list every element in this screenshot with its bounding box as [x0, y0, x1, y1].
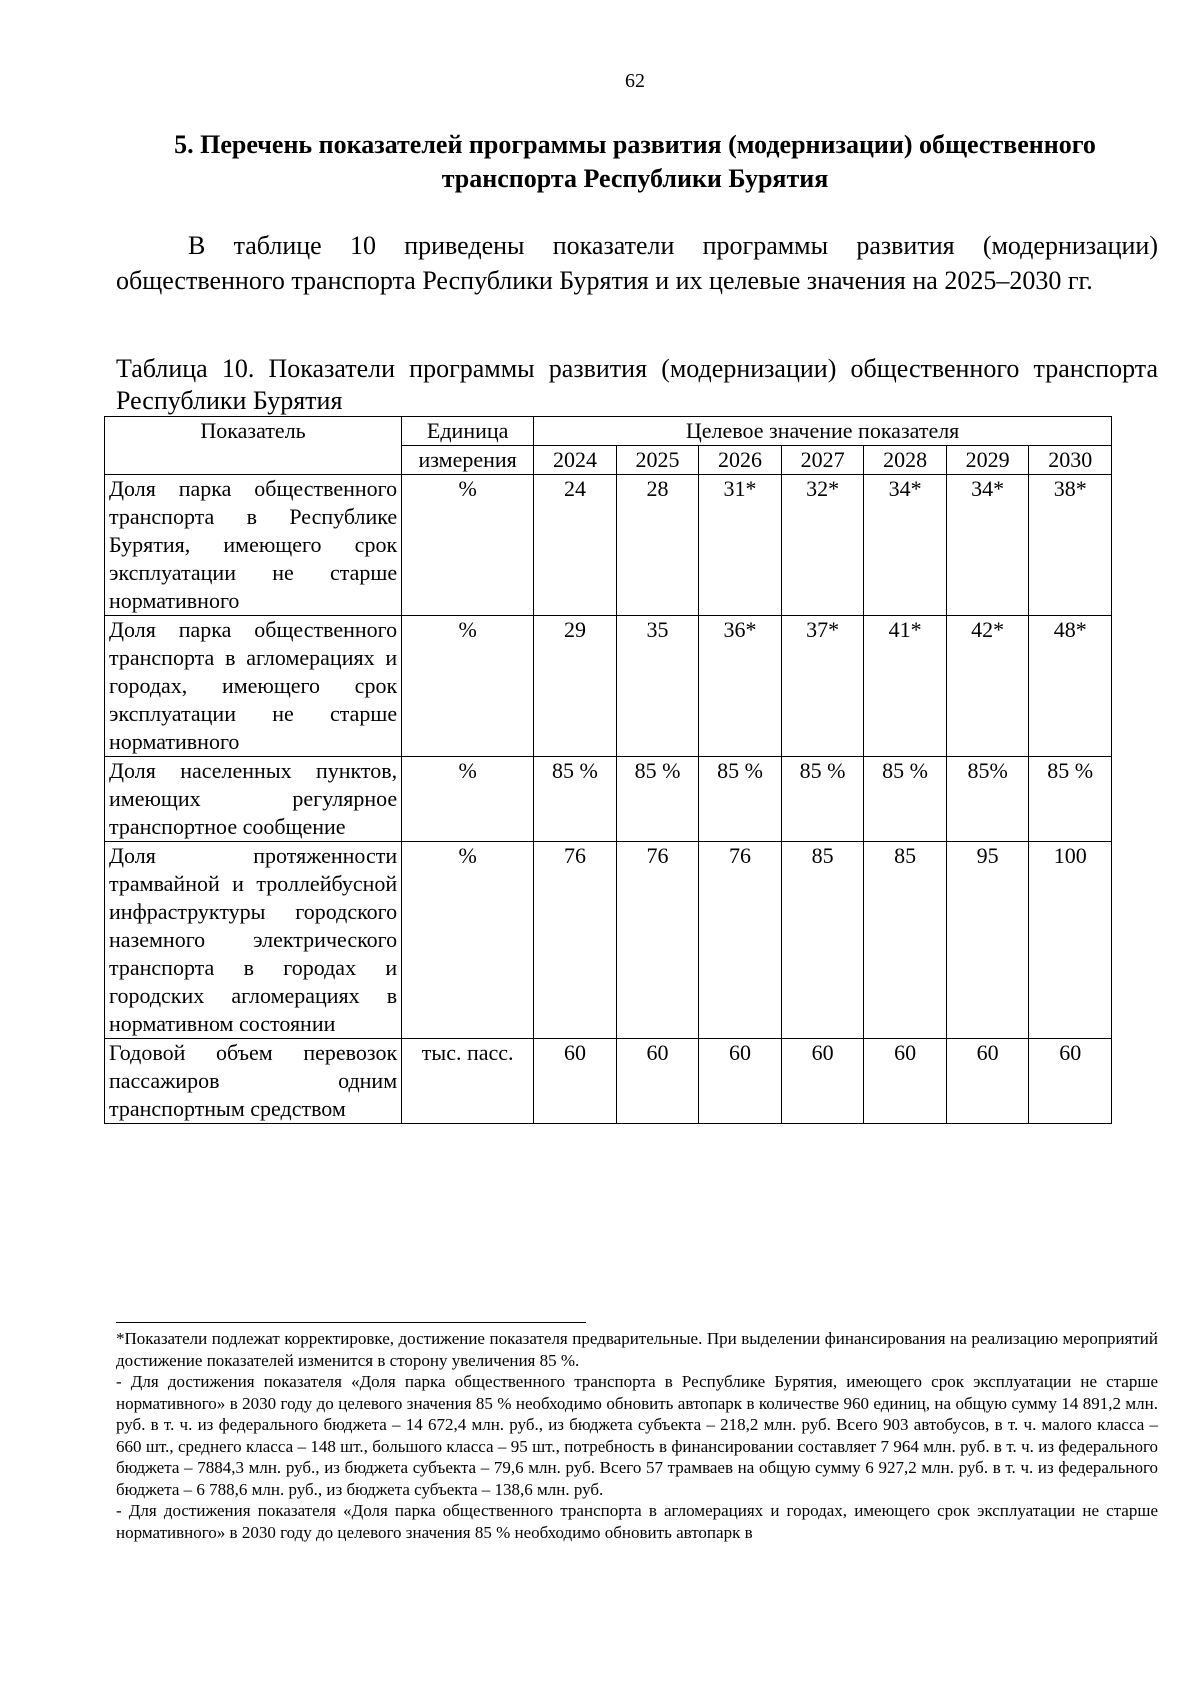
row-value-2025: 76 [616, 842, 699, 1039]
footnote-item: - Для достижения показателя «Доля парка общественного транспорта в Республике Бурятия, имеющего срок эксплуатации не старше нормативного» в 2030 году до целевого значения 85 % необходимо обновить автопарк в количестве 960 единиц, на общую сумму 14 891,2 млн. руб. в т. ч. из федерального бюджета – 14 672,4 млн. руб., из бюджета субъекта – 218,2 млн. руб. Всего 903 автобусов, в т. ч. малого класса – 660 шт., среднего класса – 148 шт., большого класса – 95 шт., потребность в финансировании составляет 7 964 млн. руб. в т. ч. из федерального бюджета – 7884,3 млн. руб., из бюджета субъекта – 79,6 млн. руб. Всего 57 трамваев на общую сумму 6 927,2 млн. руб. в т. ч. из федерального бюджета – 6 788,6 млн. руб., из бюджета субъекта – 138,6 млн. руб. [116, 1372, 1158, 1499]
row-indicator-name: Доля парка общественного транспорта в Республике Бурятия, имеющего срок эксплуатации не старше нормативного [105, 475, 402, 616]
row-value-2027: 85 [781, 842, 864, 1039]
row-value-2027: 60 [781, 1039, 864, 1124]
header-indicator: Показатель [105, 417, 402, 475]
row-value-2027: 32* [781, 475, 864, 616]
row-value-2029: 85% [946, 757, 1029, 842]
row-value-2025: 35 [616, 616, 699, 757]
row-value-2028: 85 [864, 842, 947, 1039]
header-year-2024: 2024 [534, 446, 617, 475]
row-value-2030: 100 [1029, 842, 1112, 1039]
page-number: 62 [625, 70, 645, 92]
row-value-2028: 60 [864, 1039, 947, 1124]
footnote-asterisk: *Показатели подлежат корректировке, достижение показателя предварительные. При выделении финансирования на реализацию мероприятий достижение показателей изменится в сторону увеличения 85 %. [116, 1329, 1158, 1370]
row-value-2026: 85 % [699, 757, 782, 842]
row-value-2025: 60 [616, 1039, 699, 1124]
footnotes [116, 1328, 1158, 1543]
row-unit: тыс. пасс. [402, 1039, 534, 1124]
row-value-2030: 48* [1029, 616, 1112, 757]
footnote-separator [116, 1322, 586, 1323]
row-value-2029: 34* [946, 475, 1029, 616]
row-value-2028: 85 % [864, 757, 947, 842]
row-value-2026: 36* [699, 616, 782, 757]
table-row [105, 842, 1112, 1039]
row-value-2024: 60 [534, 1039, 617, 1124]
row-value-2026: 76 [699, 842, 782, 1039]
row-indicator-name: Доля протяженности трамвайной и троллейбусной инфраструктуры городского наземного электрического транспорта в городах и городских агломерациях в нормативном состоянии [105, 842, 402, 1039]
row-value-2029: 60 [946, 1039, 1029, 1124]
row-unit: % [402, 842, 534, 1039]
row-unit: % [402, 616, 534, 757]
row-value-2027: 85 % [781, 757, 864, 842]
row-value-2024: 29 [534, 616, 617, 757]
indicators-table [104, 416, 1112, 1124]
row-value-2024: 85 % [534, 757, 617, 842]
table-row [105, 616, 1112, 757]
table-header-row [105, 417, 1112, 446]
row-value-2026: 31* [699, 475, 782, 616]
row-value-2024: 24 [534, 475, 617, 616]
header-year-2026: 2026 [699, 446, 782, 475]
row-value-2028: 41* [864, 616, 947, 757]
table-row [105, 757, 1112, 842]
table-row [105, 1039, 1112, 1124]
row-value-2029: 95 [946, 842, 1029, 1039]
row-unit: % [402, 475, 534, 616]
row-indicator-name: Доля населенных пунктов, имеющих регулярное транспортное сообщение [105, 757, 402, 842]
row-indicator-name: Доля парка общественного транспорта в агломерациях и городах, имеющего срок эксплуатации не старше нормативного [105, 616, 402, 757]
row-value-2030: 38* [1029, 475, 1112, 616]
footnote-item: - Для достижения показателя «Доля парка общественного транспорта в агломерациях и городах, имеющего срок эксплуатации не старше нормативного» в 2030 году до целевого значения 85 % необходимо обновить автопарк в [116, 1501, 1158, 1542]
row-value-2027: 37* [781, 616, 864, 757]
header-target-value: Целевое значение показателя [534, 417, 1112, 446]
header-unit-line1: Единица [402, 417, 534, 446]
row-unit: % [402, 757, 534, 842]
row-value-2024: 76 [534, 842, 617, 1039]
row-value-2025: 85 % [616, 757, 699, 842]
row-indicator-name: Годовой объем перевозок пассажиров одним транспортным средством [105, 1039, 402, 1124]
header-year-2029: 2029 [946, 446, 1029, 475]
row-value-2028: 34* [864, 475, 947, 616]
table-caption: Таблица 10. Показатели программы развития (модернизации) общественного транспорта Республики Бурятия [116, 354, 1158, 415]
table-row [105, 475, 1112, 616]
row-value-2026: 60 [699, 1039, 782, 1124]
row-value-2030: 60 [1029, 1039, 1112, 1124]
header-year-2027: 2027 [781, 446, 864, 475]
section-title: 5. Перечень показателей программы развития (модернизации) общественного транспорта Республики Бурятия [174, 130, 1096, 193]
row-value-2030: 85 % [1029, 757, 1112, 842]
header-year-2030: 2030 [1029, 446, 1112, 475]
row-value-2029: 42* [946, 616, 1029, 757]
header-unit-line2: измерения [402, 446, 534, 475]
intro-paragraph: В таблице 10 приведены показатели программы развития (модернизации) общественного транспорта Республики Бурятия и их целевые значения на 2025–2030 гг. [116, 231, 1158, 295]
row-value-2025: 28 [616, 475, 699, 616]
header-year-2028: 2028 [864, 446, 947, 475]
header-year-2025: 2025 [616, 446, 699, 475]
